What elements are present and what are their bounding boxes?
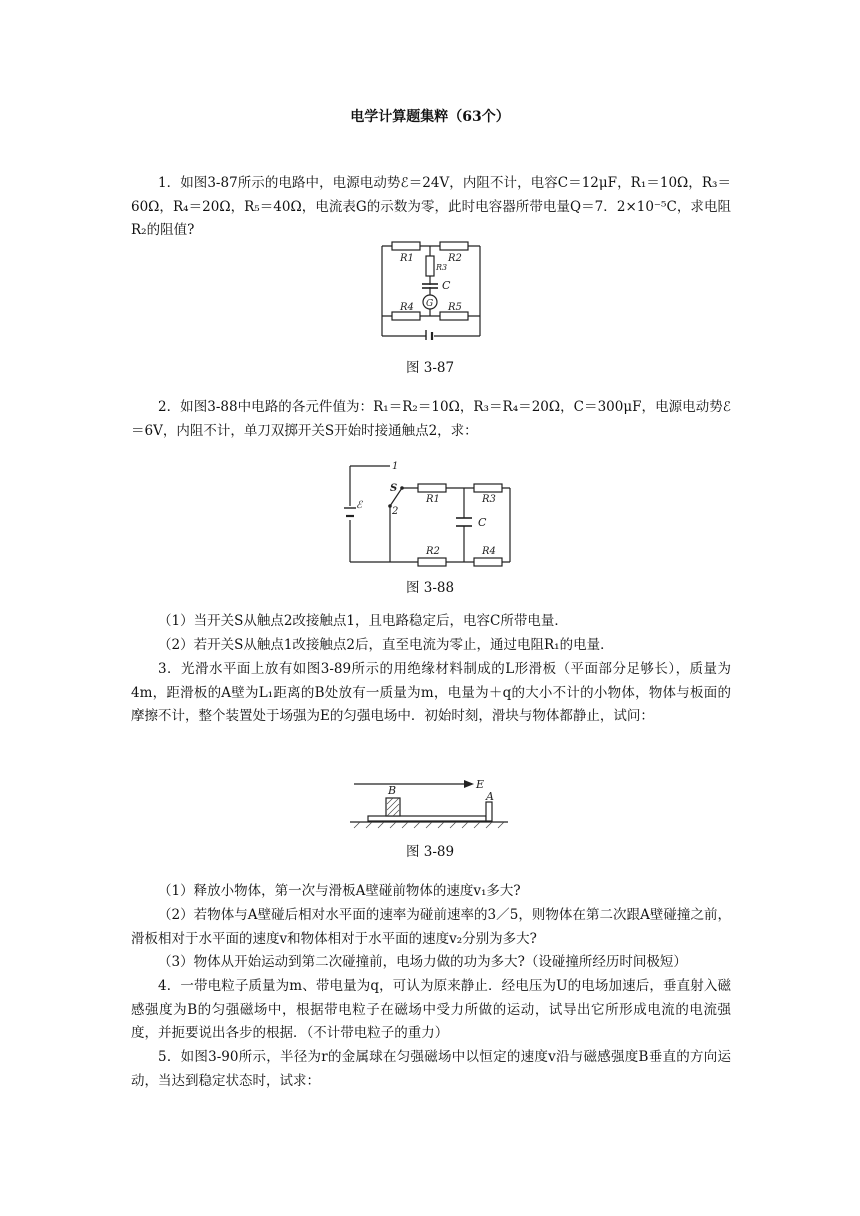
- question-5-text: 5．如图3-90所示，半径为r的金属球在匀强磁场中以恒定的速度v沿与磁感强度B垂直的方向运动，当达到稳定状态时，试求：: [131, 1049, 731, 1089]
- question-3-sub-1: （1）释放小物体，第一次与滑板A壁碰前物体的速度v₁多大?: [158, 883, 521, 899]
- figure-3-87-caption: 图 3-87: [405, 360, 455, 376]
- label-r2: R2: [448, 253, 462, 264]
- label-emf: ℰ: [356, 500, 363, 511]
- figure-3-88-caption: 图 3-88: [405, 580, 455, 596]
- label-r3: R3: [436, 263, 448, 272]
- label-a: A: [486, 790, 494, 803]
- label-r2: R2: [426, 546, 440, 557]
- page-title: 电学计算题集粹（63个）: [350, 109, 510, 125]
- figure-3-87-circuit: [376, 240, 486, 340]
- figure-3-89-diagram: [346, 772, 512, 832]
- question-3-sub-2: （2）若物体与A壁碰后相对水平面的速率为碰前速率的3／5，则物体在第二次跟A壁碰撞之前，滑板相对于水平面的速度v和物体相对于水平面的速度v₂分别为多大?: [131, 907, 731, 947]
- label-r4: R4: [400, 302, 414, 313]
- label-r5: R5: [448, 302, 462, 313]
- label-point-2: 2: [392, 506, 399, 517]
- label-point-1: 1: [392, 461, 399, 472]
- question-2-sub-2: （2）若开关S从触点1改接触点2后，直至电流为零止，通过电阻R₁的电量．: [158, 637, 614, 653]
- figure-3-88-circuit: [342, 458, 518, 570]
- label-r1: R1: [400, 253, 414, 264]
- label-s: S: [390, 483, 398, 494]
- figure-3-89-caption: 图 3-89: [405, 844, 455, 860]
- question-2-sub-1: （1）当开关S从触点2改接触点1，且电路稳定后，电容C所带电量．: [158, 613, 568, 629]
- label-c: C: [442, 279, 451, 292]
- question-3-text: 3．光滑水平面上放有如图3-89所示的用绝缘材料制成的L形滑板（平面部分足够长），质量为4m，距滑板的A壁为L₁距离的B处放有一质量为m，电量为＋q的大小不计的小物体，物体与板面的摩擦不计，整个装置处于场强为E的匀强电场中．初始时刻，滑块与物体都静止，试问：: [131, 661, 731, 724]
- question-3-sub-3: （3）物体从开始运动到第二次碰撞前，电场力做的功为多大?（设碰撞所经历时间极短）: [158, 954, 687, 970]
- question-4-text: 4．一带电粒子质量为m、带电量为q，可认为原来静止．经电压为U的电场加速后，垂直射入磁感强度为B的匀强磁场中，根据带电粒子在磁场中受力所做的运动，试导出它所形成电流的电流强度，并扼要说出各步的根据．（不计带电粒子的重力）: [131, 978, 731, 1041]
- label-b: B: [388, 784, 397, 797]
- label-c: C: [478, 516, 487, 529]
- label-r3: R3: [482, 494, 496, 505]
- label-r1: R1: [426, 494, 440, 505]
- label-g: G: [426, 299, 434, 309]
- label-e: E: [476, 778, 485, 791]
- question-2-text: 2．如图3-88中电路的各元件值为：R₁＝R₂＝10Ω，R₃＝R₄＝20Ω，C＝300μF，电源电动势ℰ＝6V，内阻不计，单刀双掷开关S开始时接通触点2，求：: [131, 399, 731, 439]
- label-r4: R4: [482, 546, 496, 557]
- question-1-text: 1．如图3-87所示的电路中，电源电动势ℰ＝24V，内阻不计，电容C＝12μF，R₁＝10Ω，R₃＝60Ω，R₄＝20Ω，R₅＝40Ω，电流表G的示数为零，此时电容器所带电量Q＝7．2×10⁻⁵C，求电阻R₂的阻值?: [131, 175, 731, 238]
